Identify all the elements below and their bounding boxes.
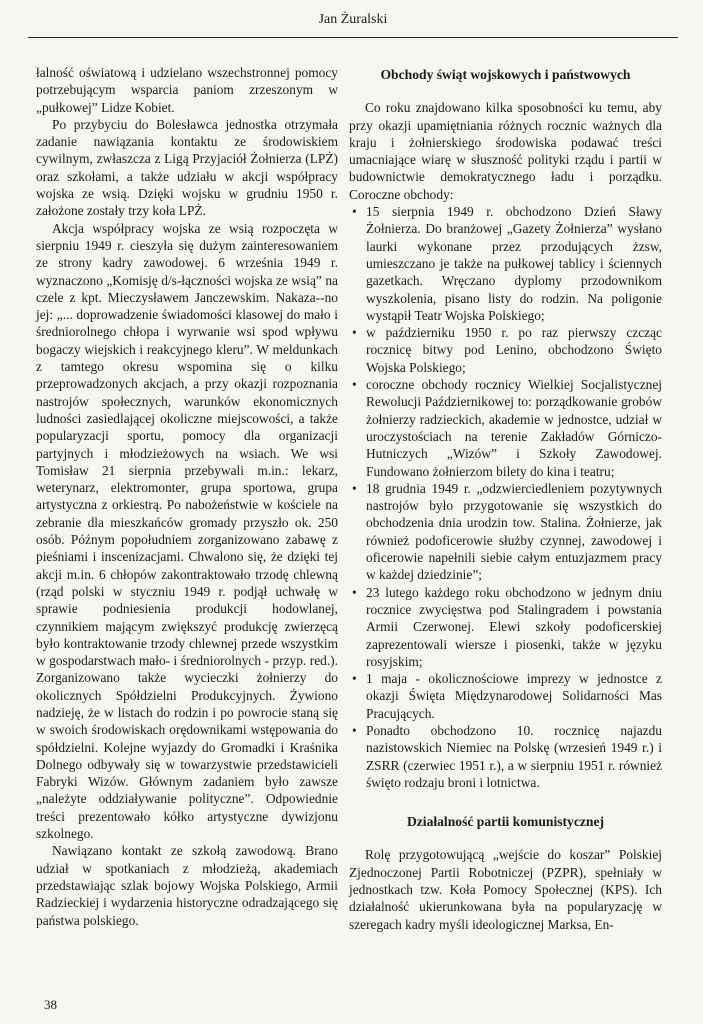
list-item: • 1 maja - okolicznościowe imprezy w jednostce z okazji Święta Międzynarodowej Solidarności Mas Pracujących. xyxy=(349,670,662,722)
list-item: • w październiku 1950 r. po raz pierwszy czcząc rocznicę bitwy pod Lenino, obchodzono Święto Wojska Polskiego; xyxy=(349,324,662,376)
list-item: • 15 sierpnia 1949 r. obchodzono Dzień Sławy Żołnierza. Do branżowej „Gazety Żołnierza” wysłano laurki wykonane przez przodujących żzsw, umieszczano je także na pułkowej tablicy i ściennych gazetkach. Wręczano dyplomy przodownikom wyszkolenia, pisano listy do rodzin. Na poligonie wystąpił Teatr Wojska Polskiego; xyxy=(349,203,662,324)
list-item: • 18 grudnia 1949 r. „odzwierciedleniem pozytywnych nastrojów było przygotowanie się wszystkich do obchodzenia dnia urodzin tow. Stalina. Żołnierze, jak również podoficerowie służby czynnej, zawodowej i oficerowie napełnili siebie całym entuzjazmem pracy w każdej dziedzinie”; xyxy=(349,480,662,584)
paragraph: Rolę przygotowującą „wejście do koszar” Polskiej Zjednoczonej Partii Robotniczej (PZPR), spełniały w jednostkach tzw. Koła Pomocy Społecznej (KPS). Ich działalność ukierunkowana była na popularyzację w szeregach kadry myśli ideologicznej Marksa, En- xyxy=(349,847,662,932)
right-column xyxy=(349,66,662,933)
header-rule xyxy=(28,37,678,38)
section-heading: Działalność partii komunistycznej xyxy=(406,814,605,830)
paragraph: Po przybyciu do Bolesławca jednostka otrzymała zadanie nawiązania kontaktu ze środowiskiem cywilnym, zwłaszcza z Ligą Przyjaciół Żołnierza (LPŻ) oraz szkołami, a także udziału w akcji współpracy wojska ze wsią. Dzięki wojsku w grudniu 1950 r. założone zostały trzy koła LPŻ. xyxy=(36,116,338,219)
left-column xyxy=(36,64,338,929)
list-item: • 23 lutego każdego roku obchodzono w jednym dniu rocznice zwycięstwa pod Stalingradem i powstania Armii Czerwonej. Elewi szkoły podoficerskiej zaprezentowali wiersze i piosenki, także w języku rosyjskim; xyxy=(349,584,662,670)
list-item: • Ponadto obchodzono 10. rocznicę najazdu nazistowskich Niemiec na Polskę (wrzesień 1949 r.) i ZSRR (czerwiec 1951 r.), a w sierpniu 1951 r. również święto rodzaju broni i lotnictwa. xyxy=(349,722,662,791)
paragraph: Akcja współpracy wojska ze wsią rozpoczęta w sierpniu 1949 r. cieszyła się dużym zainteresowaniem ze strony kadry zawodowej. 6 września 1949 r. wyznaczono „Komisję d/s-łączności wojska ze wsią” na czele z kpt. Mieczysławem Janczewskim. Nakaza--no jej: „... doprowadzenie świadomości klasowej do mało i średniorolnego chłopa i wyrwanie wsi spod wpływu bogaczy wiejskich i reakcyjnego kleru”. W meldunkach z tamtego okresu wspomina się o kilku przeprowadzonych akcjach, a przy okazji rozpoznania nastrojów społecznych, warunków ekonomicznych ludności zasiedlającej okoliczne miejscowości, a także popularyzacji sportu, pomocy dla organizacji partyjnych i młodzieżowych na wsiach. We wsi Tomisław 21 sierpnia przebywali m.in.: lekarz, weterynarz, elektromonter, grupa sportowa, grupa artystyczna z orkiestrą. Po nabożeństwie w kościele na zebranie dla mieszkańców gromady przyszło ok. 250 osób. Późnym popołudniem zorganizowano zabawę z pieśniami i inscenizacjami. Chwalono się, że dzięki tej akcji m.in. 6 chłopów zakontraktowało trzodę chlewną (rząd polski w styczniu 1949 r. podjął uchwałę w sprawie podniesienia produkcji hodowlanej, czynnikiem mającym zwiększyć produkcję zwierzęcą było kontraktowanie trzody chlewnej przede wszystkim w gospodarstwach mało- i średniorolnych - przyp. red.). Zorganizowano także wycieczki żołnierzy do okolicznych Spółdzielni Produkcyjnych. Żywiono nadzieję, że w listach do rodzin i po powrocie staną się w swoich środowiskach orędownikami wstępowania do spółdzielni. Kolejne wyjazdy do Gromadki i Kraśnika Dolnego odbywały się w towarzystwie przedstawicieli Fabryki Wizów. Głównym zadaniem było zawsze „należyte oddziaływanie polityczne”. Odpowiednie treści prezentowało kółko artystyczne dywizjonu szkolnego. xyxy=(36,220,338,842)
section-heading: Obchody świąt wojskowych i państwowych xyxy=(380,67,631,82)
running-header: Jan Żuralski xyxy=(318,12,388,27)
paragraph: łalność oświatową i udzielano wszechstronnej pomocy potrzebującym wsparcia paniom zrzeszonym w „pułkowej” Lidze Kobiet. xyxy=(36,65,338,115)
bullet-list xyxy=(349,203,662,791)
page-number: 38 xyxy=(44,997,57,1012)
list-item: • coroczne obchody rocznicy Wielkiej Socjalistycznej Rewolucji Październikowej to: porządkowanie grobów żołnierzy radzieckich, akademie w jednostce, udział w uroczystościach na terenie Zakładów Górniczo-Hutniczych „Wizów” i Szkoły Zawodowej. Fundowano żołnierzom bilety do kina i teatru; xyxy=(349,376,662,480)
paragraph: Nawiązano kontakt ze szkołą zawodową. Brano udział w spotkaniach z młodzieżą, akademiach przedstawiając szlak bojowy Wojska Polskiego, Armii Radzieckiej i wydarzenia historyczne odradzającego się państwa polskiego. xyxy=(36,843,338,928)
paragraph: Co roku znajdowano kilka sposobności ku temu, aby przy okazji upamiętniania różnych rocznic ważnych dla kraju i żołnierskiego środowiska podawać treści umacniające wiarę w słuszność polityki rządu i partii w budownictwie demokratycznego ładu i porządku. Coroczne obchody: xyxy=(349,100,662,202)
